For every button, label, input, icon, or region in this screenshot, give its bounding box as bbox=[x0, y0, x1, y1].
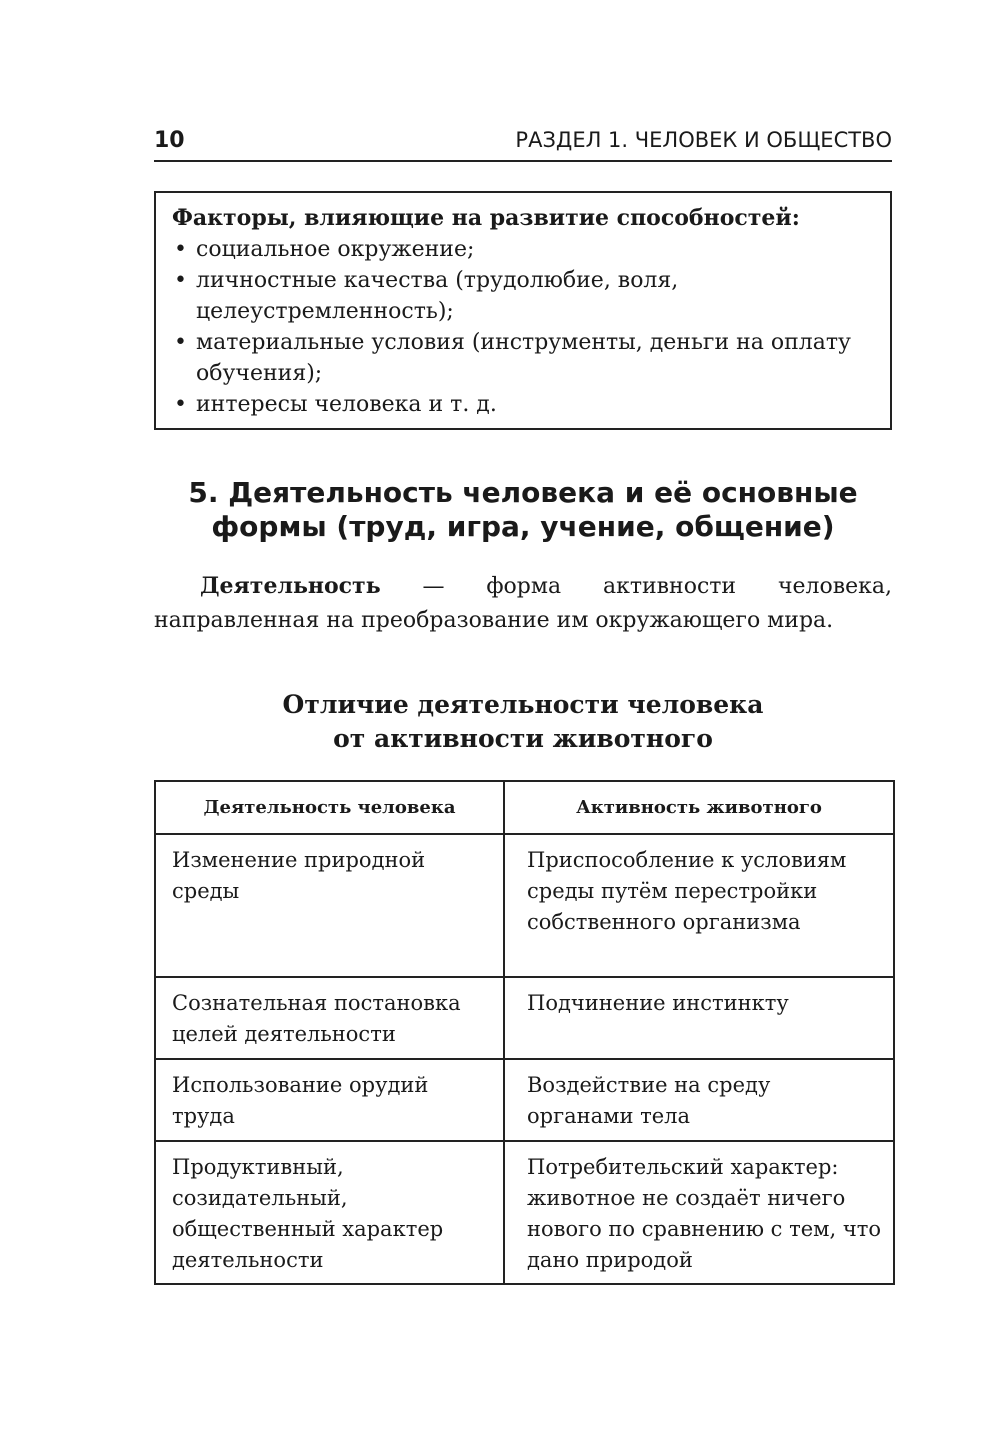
page-number: 10 bbox=[154, 128, 185, 153]
running-head bbox=[154, 124, 892, 162]
column-header-animal: Активность животного bbox=[504, 781, 894, 834]
topic-heading bbox=[154, 476, 892, 544]
table-row bbox=[155, 1059, 894, 1141]
factor-item: • материальные условия (инструменты, деньги на оплату обучения); bbox=[172, 327, 872, 389]
table-header-row bbox=[155, 781, 894, 834]
factors-box bbox=[154, 191, 892, 430]
definition-term: Деятельность bbox=[200, 573, 381, 599]
table-row bbox=[155, 834, 894, 977]
factors-title: Факторы, влияющие на развитие способностей: bbox=[172, 205, 800, 231]
table-cell-human: Использование орудий труда bbox=[155, 1059, 504, 1141]
definition-text: — форма активности человека, направленная на преобразование им окружающего мира. bbox=[154, 574, 892, 633]
factor-item: • интересы человека и т. д. bbox=[172, 389, 872, 420]
column-header-human: Деятельность человека bbox=[155, 781, 504, 834]
table-row bbox=[155, 977, 894, 1059]
factor-item: • личностные качества (трудолюбие, воля, целеустремленность); bbox=[172, 265, 872, 327]
table-cell-human: Сознательная постановка целей деятельности bbox=[155, 977, 504, 1059]
table-heading-line-2: от активности животного bbox=[333, 724, 713, 753]
table-heading bbox=[154, 688, 892, 756]
section-title: РАЗДЕЛ 1. ЧЕЛОВЕК И ОБЩЕСТВО bbox=[515, 128, 892, 152]
table-row bbox=[155, 1141, 894, 1284]
comparison-table bbox=[154, 780, 895, 1285]
table-cell-human: Продуктивный, созидательный, общественный характер деятельности bbox=[155, 1141, 504, 1284]
table-cell-animal: Приспособление к условиям среды путём перестройки собственного организма bbox=[504, 834, 894, 977]
table-cell-human: Изменение природной среды bbox=[155, 834, 504, 977]
table-cell-animal: Воздействие на среду органами тела bbox=[504, 1059, 894, 1141]
topic-heading-line-1: 5. Деятельность человека и её основные bbox=[188, 476, 858, 509]
table-cell-animal: Подчинение инстинкту bbox=[504, 977, 894, 1059]
table-cell-animal: Потребительский характер: животное не создаёт ничего нового по сравнению с тем, что дано природой bbox=[504, 1141, 894, 1284]
topic-heading-line-2: формы (труд, игра, учение, общение) bbox=[211, 510, 835, 543]
factors-list bbox=[172, 234, 872, 420]
table-heading-line-1: Отличие деятельности человека bbox=[282, 690, 764, 719]
definition-paragraph bbox=[154, 569, 892, 638]
factor-item: • социальное окружение; bbox=[172, 234, 872, 265]
